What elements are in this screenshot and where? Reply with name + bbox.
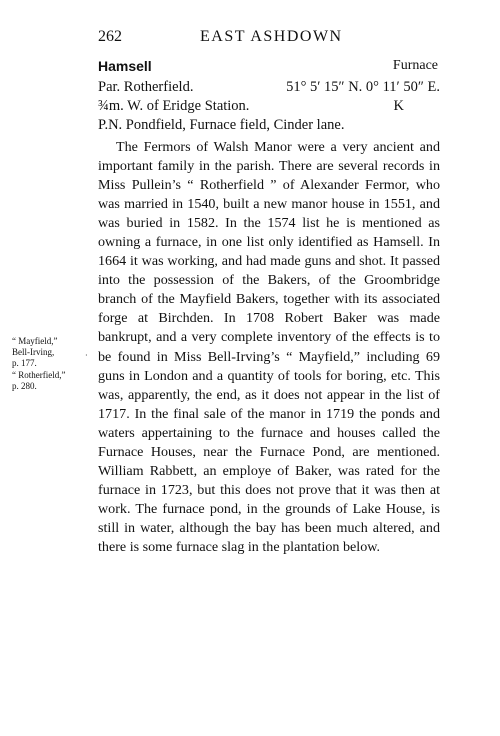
grid-reference: K: [393, 98, 404, 114]
margin-note-line: Bell-Irving,: [12, 347, 55, 358]
section-title: EAST ASHDOWN: [200, 28, 343, 45]
running-head: [98, 26, 438, 48]
entry-meta: [98, 78, 440, 135]
entry-name: Hamsell: [98, 58, 152, 74]
margin-note-line: p. 177.: [12, 358, 37, 369]
meta-line-place-names: [98, 116, 440, 135]
entry-heading: [98, 56, 438, 76]
margin-mark: ·: [85, 351, 88, 360]
location: ¾m. W. of Eridge Station.: [98, 98, 250, 114]
margin-note-line: p. 280.: [12, 380, 37, 391]
margin-note-line: “ Rotherfield,”: [12, 369, 66, 380]
entry-type: Furnace: [392, 58, 438, 73]
meta-line-parish: [98, 78, 440, 97]
body-paragraph: The Fermors of Walsh Manor were a very ancient and important family in the parish. There are several records in Miss Pullein’s “ Rotherfield ” of Alexander Fermor, who was married in 1540, built a new manor house in 1551, and was buried in 1582. In the 1574 list he is mentioned as owning a furnace, in one list only identified as Hamsell. In 1664 it was working, and had made guns and shot. It passed into the possession of the Bakers, of the Groombridge branch of the Mayfield Bakers, together with its associated forge at Birchden. In 1708 Robert Baker was made bankrupt, and a very complete inventory of the effects is to be found in Miss Bell-Irving’s “ Mayfield,” including 69 guns in London and a quantity of tools for boring, etc. This was, apparently, the end, as it does not appear in the list of 1717. In the final sale of the manor in 1719 the ponds and waters appertaining to the furnace and houses called the Furnace Houses, near the Furnace Pond, are mentioned. William Rabbett, an employe of Baker, was rated for the furnace in 1723, but this does not prove that it was then at work. The furnace pond, in the grounds of Lake House, is still in water, although the bay has been much altered, and there is some furnace slag in the plantation below.: [98, 139, 440, 555]
coordinates: 51° 5′ 15″ N. 0° 11′ 50″ E.: [286, 79, 440, 95]
parish: Par. Rotherfield.: [98, 79, 194, 95]
meta-line-location: [98, 97, 440, 116]
place-names: P.N. Pondfield, Furnace field, Cinder lane.: [98, 117, 345, 133]
page-number: 262: [98, 28, 122, 45]
margin-note-line: “ Mayfield,”: [12, 336, 58, 346]
margin-notes: [12, 336, 92, 392]
